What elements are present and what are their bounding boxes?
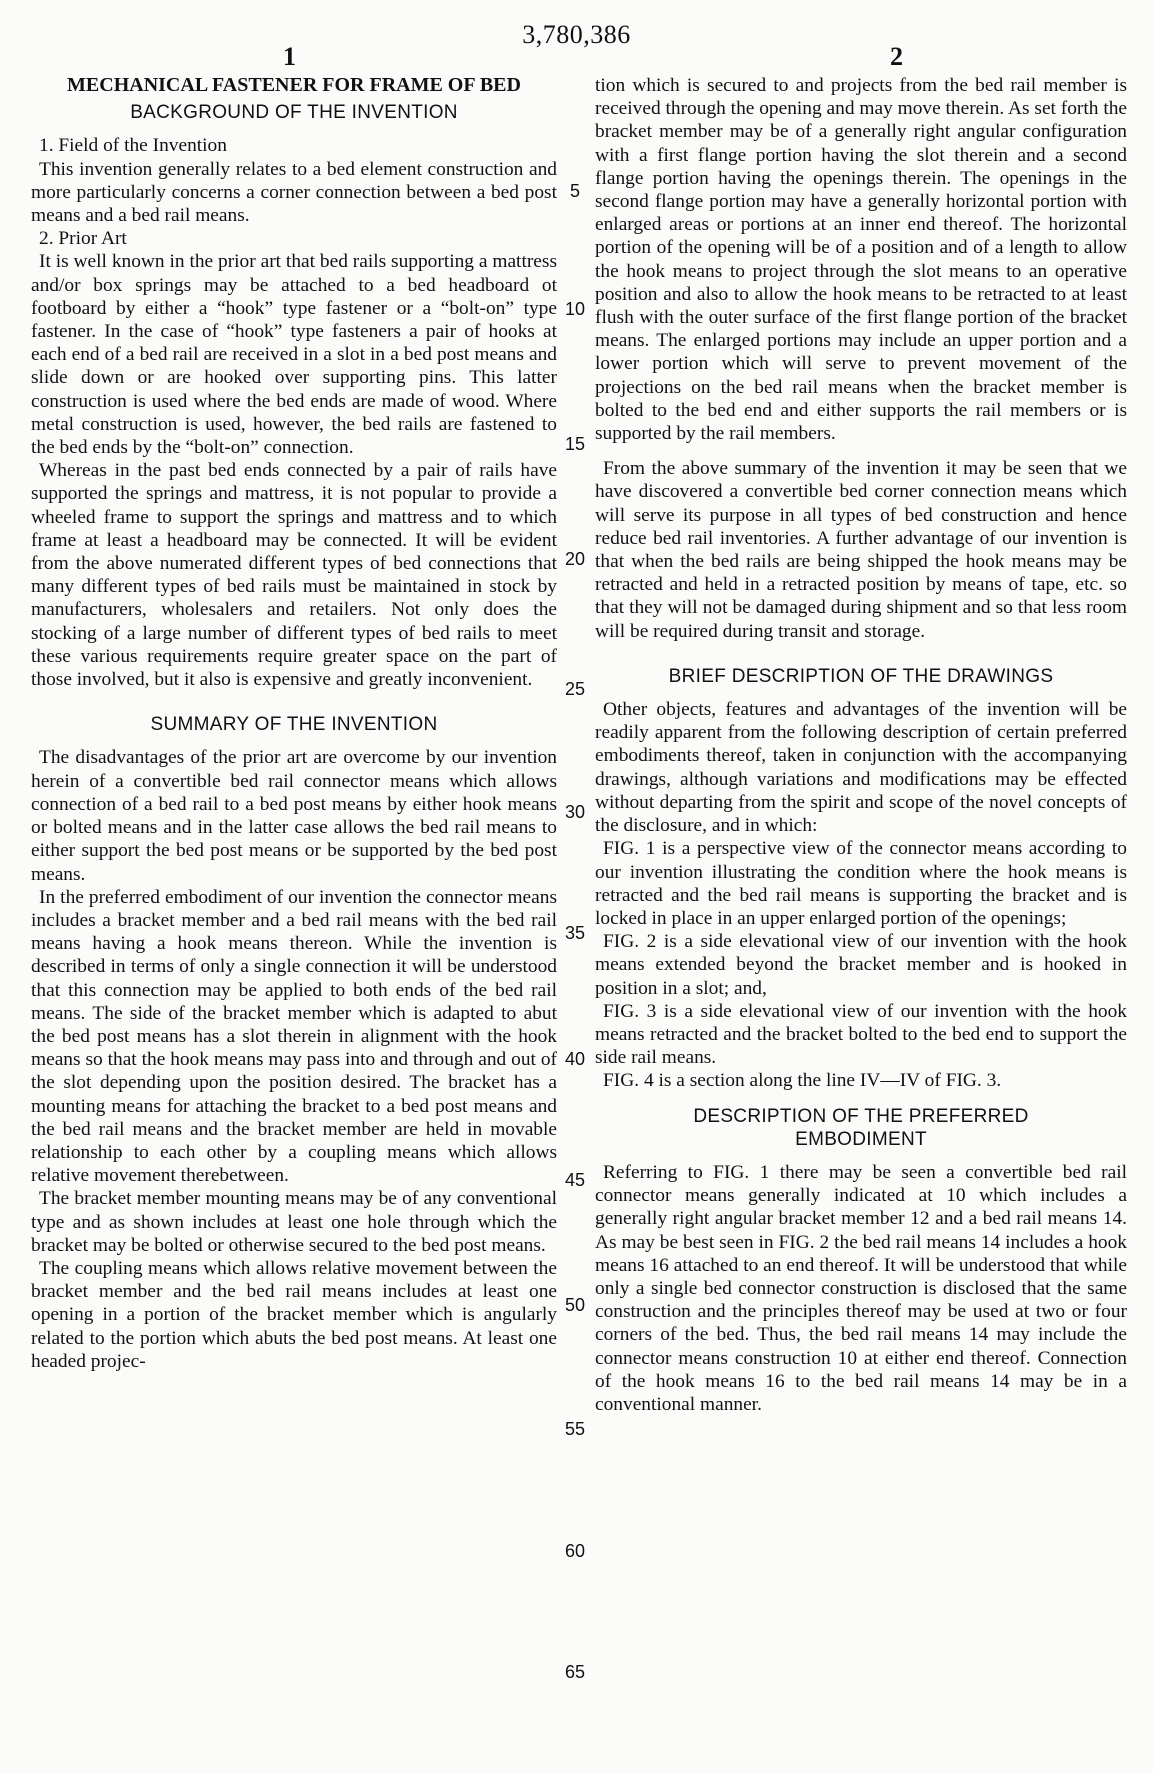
- figure-1-description: FIG. 1 is a perspective view of the connector means according to our invention illustrating the condition where the hook means is retracted and the bed rail means is supporting the bracket and is locked in place in an upper enlarged portion of the openings;: [595, 838, 1127, 929]
- summary-heading: SUMMARY OF THE INVENTION: [150, 714, 438, 736]
- line-number: 30: [564, 802, 586, 822]
- patent-number: 3,780,386: [522, 20, 631, 49]
- embodiment-heading-line-1: DESCRIPTION OF THE PREFERRED: [693, 1105, 1029, 1127]
- line-number: 10: [564, 299, 586, 319]
- line-number: 15: [564, 434, 586, 454]
- figure-2-description: FIG. 2 is a side elevational view of our invention with the hook means extended beyond the bracket member and is hooked in position in a slot; and,: [595, 931, 1127, 999]
- advantages-paragraph: From the above summary of the invention it may be seen that we have discovered a convertible bed corner connection means which will serve its purpose in all types of bed construction and hence reduce bed rail inventories. A further advantage of our invention is that when the bed rails are being shipped the hook means may be retracted and held in a retracted position by means of tape, etc. so that they will not be damaged during shipment and so that less room will be required during transit and storage.: [595, 458, 1127, 642]
- prior-art-paragraph-1: It is well known in the prior art that bed rails supporting a mattress and/or box springs may be attached to a bed headboard ot footboard by either a “hook” type fastener or a “bolt-on” type fastener. In the case of “hook” type fasteners a pair of hooks at each end of a bed rail are received in a slot in a bed post means and slide down or are hooked over supporting pins. This latter construction is used where the bed ends are made of wood. Where metal construction is used, however, the bed rails are fastened to the bed ends by the “bolt-on” connection.: [31, 251, 557, 459]
- column-number-left: 1: [283, 42, 296, 71]
- summary-paragraph-4: The coupling means which allows relative movement between the bracket member and the bed rail means includes at least one opening in a portion of the bracket member which is angularly related to the portion which abuts the bed post means. At least one headed projec-: [31, 1257, 557, 1372]
- embodiment-paragraph: Referring to FIG. 1 there may be seen a convertible bed rail connector means generally indicated at 10 which includes a generally right angular bracket member 12 and a bed rail means 14. As may be best seen in FIG. 2 the bed rail means 14 includes a hook means 16 attached to an end thereof. It will be understood that while only a single bed connector construction is disclosed that the same construction and the principles thereof may be used at two or four corners of the bed. Thus, the bed rail means 14 may include the connector means construction 10 at either end thereof. Connection of the hook means 16 to the bed rail means 14 may be in a conventional manner.: [595, 1161, 1127, 1415]
- line-number-gutter: [560, 0, 590, 1774]
- line-number: 20: [564, 549, 586, 569]
- line-number: 55: [564, 1419, 586, 1439]
- document-title: MECHANICAL FASTENER FOR FRAME OF BED: [67, 74, 521, 96]
- field-heading: 1. Field of the Invention: [39, 135, 227, 157]
- line-number: 60: [564, 1541, 586, 1561]
- background-heading: BACKGROUND OF THE INVENTION: [130, 102, 458, 124]
- prior-art-paragraph-2: Whereas in the past bed ends connected by a pair of rails have supported the springs and mattress, it is not popular to provide a wheeled frame to support the springs and mattress and to which frame at least a headboard may be connected. It will be evident from the above numerated different types of bed connections that many different types of bed rails must be maintained in stock by manufacturers, wholesalers and retailers. Not only does the stocking of a large number of different types of bed rails to meet these various requirements require greater space on the part of those involved, but it also is expensive and greatly inconvenient.: [31, 460, 557, 691]
- line-number: 45: [564, 1170, 586, 1190]
- line-number: 25: [564, 679, 586, 699]
- figure-3-description: FIG. 3 is a side elevational view of our invention with the hook means retracted and the bracket bolted to the bed end to support the side rail means.: [595, 1000, 1127, 1069]
- line-number: 65: [564, 1662, 586, 1682]
- summary-paragraph-1: The disadvantages of the prior art are overcome by our invention herein of a convertible bed rail connector means which allows connection of a bed rail to a bed post means by either hook means or bolted means and in the latter case allows the bed rail means to either support the bed post means or be supported by the bed post means.: [31, 747, 557, 885]
- column-number-right: 2: [890, 42, 903, 71]
- prior-art-heading: 2. Prior Art: [39, 228, 127, 250]
- field-paragraph: This invention generally relates to a bed element construction and more particularly concerns a corner connection between a bed post means and a bed rail means.: [31, 158, 557, 227]
- line-number: 35: [564, 923, 586, 943]
- line-number: 40: [564, 1049, 586, 1069]
- figure-4-description: FIG. 4 is a section along the line IV—IV of FIG. 3.: [603, 1070, 1002, 1092]
- right-column: [595, 74, 1127, 1416]
- summary-paragraph-2: In the preferred embodiment of our invention the connector means includes a bracket member and a bed rail means with the bed rail means having a hook means thereon. While the invention is described in terms of only a single connection it will be understood that this connection may be applied to both ends of the bed rail means. The side of the bracket member which is adapted to abut the bed post means has a slot therein in alignment with the hook means so that the hook means may pass into and through and out of the slot depending upon the position desired. The bracket has a mounting means for attaching the bracket to a bed post means and the bed rail means and the bracket member are held in movable relationship to each other by a coupling means which allows relative movement therebetween.: [31, 886, 557, 1187]
- drawings-intro-paragraph: Other objects, features and advantages of the invention will be readily apparent from the following description of certain preferred embodiments thereof, taken in conjunction with the accompanying drawings, although variations and modifications may be effected without departing from the spirit and scope of the novel concepts of the disclosure, and in which:: [595, 699, 1127, 837]
- summary-paragraph-3: The bracket member mounting means may be of any conventional type and as shown includes at least one hole through which the bracket may be bolted or otherwise secured to the bed post means.: [31, 1188, 557, 1256]
- continuation-paragraph: tion which is secured to and projects from the bed rail member is received through the opening and may move therein. As set forth the bracket member may be of a generally right angular configuration with a first flange portion having the slot therein and a second flange portion having the openings therein. The openings in the second flange portion may have a generally horizontal portion with enlarged areas or portions at an inner end thereof. The horizontal portion of the opening will be of a position and of a length to allow the hook means to project through the slot means to an operative position and also to allow the hook means to be retracted to at least flush with the outer surface of the first flange portion of the bracket means. The enlarged portions may include an upper portion and a lower portion which will serve to prevent movement of the projections on the bed rail means when the bracket member is bolted to the bed end and either supports the rail members or is supported by the rail members.: [595, 75, 1128, 445]
- drawings-heading: BRIEF DESCRIPTION OF THE DRAWINGS: [668, 665, 1054, 687]
- line-number: 50: [564, 1295, 586, 1315]
- line-number: 5: [569, 181, 580, 201]
- embodiment-heading-line-2: EMBODIMENT: [795, 1128, 927, 1150]
- left-column: [31, 74, 557, 1373]
